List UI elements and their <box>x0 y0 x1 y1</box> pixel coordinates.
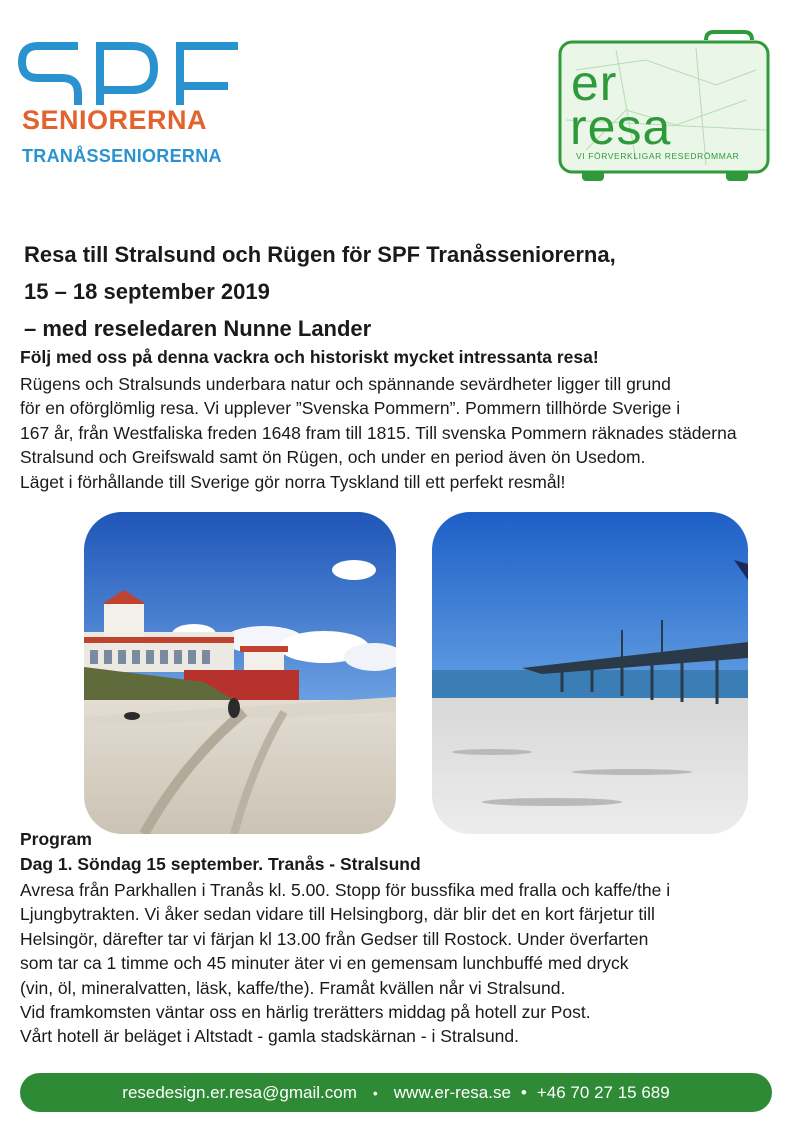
er-wordmark-line2: resa <box>570 99 672 155</box>
contact-footer <box>20 1073 772 1112</box>
website-link[interactable]: www.er-resa.se <box>393 1082 511 1102</box>
beach-pier-photo <box>432 512 748 834</box>
day1-line: Avresa från Parkhallen i Tranås kl. 5.00. Stopp för bussfika med fralla och kaffe/the i <box>20 880 671 900</box>
beach-building-photo <box>84 512 396 834</box>
er-wordmark-line1: er <box>571 55 618 111</box>
footer-separator: • <box>372 1084 378 1101</box>
program-heading: Program <box>20 829 92 849</box>
intro-lead: Följ med oss på denna vackra och historiskt mycket intressanta resa! <box>20 347 599 367</box>
phone-number[interactable]: +46 70 27 15 689 <box>536 1082 670 1102</box>
day1-description <box>20 878 790 1049</box>
title-line-1: Resa till Stralsund och Rügen för SPF Tranåsseniorerna, <box>24 242 616 267</box>
email-link[interactable]: resedesign.er.resa@gmail.com <box>122 1082 357 1102</box>
er-tagline: VI FÖRVERKLIGAR RESEDRÖMMAR <box>576 151 740 161</box>
intro-line: Rügens och Stralsunds underbara natur och spännande sevärdheter ligger till grund <box>20 374 671 394</box>
day1-line: Vid framkomsten väntar oss en härlig trerätters middag på hotell zur Post. <box>20 1002 591 1023</box>
intro-paragraph <box>20 372 780 494</box>
day1-line: som tar ca 1 timme och 45 minuter äter vi en gemensam lunchbuffé med dryck <box>20 953 629 974</box>
spf-wordmark: SENIORERNA <box>22 105 208 135</box>
intro-line: Läget i förhållande till Sverige gör norra Tyskland till ett perfekt resmål! <box>20 471 566 492</box>
footer-separator: • <box>520 1082 527 1102</box>
day1-line: Helsingör, därefter tar vi färjan kl 13.00 från Gedser till Rostock. Under överfarten <box>20 928 649 949</box>
page-title <box>24 236 616 347</box>
day1-heading: Dag 1. Söndag 15 september. Tranås - Stralsund <box>20 854 421 874</box>
title-line-2: 15 – 18 september 2019 <box>24 279 270 304</box>
spf-subtitle: TRANÅSSENIORERNA <box>22 146 222 166</box>
intro-line: 167 år, från Westfaliska freden 1648 fram till 1815. Till svenska Pommern räknades städerna <box>20 422 737 443</box>
day1-line: (vin, öl, mineralvatten, läsk, kaffe/the). Framåt kvällen når vi Stralsund. <box>20 977 566 998</box>
day1-line: Ljungbytrakten. Vi åker sedan vidare till Helsingborg, där blir det en kort färjetur till <box>20 904 655 925</box>
intro-line: Stralsund och Greifswald samt ön Rügen, och under en period även ön Usedom. <box>20 447 646 468</box>
day1-line: Vårt hotell är beläget i Altstadt - gamla stadskärnan - i Stralsund. <box>20 1026 520 1047</box>
intro-line: för en oförglömlig resa. Vi upplever ”Svenska Pommern”. Pommern tillhörde Sverige i <box>20 398 681 419</box>
title-line-3: – med reseledaren Nunne Lander <box>24 316 372 341</box>
er-resa-logo <box>556 30 774 185</box>
spf-logo <box>16 38 248 173</box>
